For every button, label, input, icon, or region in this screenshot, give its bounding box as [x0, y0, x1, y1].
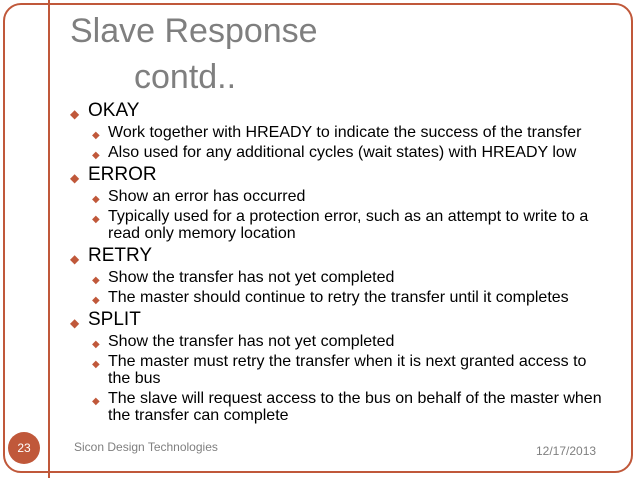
bullet-icon: ◆ [92, 339, 100, 350]
bullet-retry [70, 245, 610, 266]
bullet-icon: ◆ [70, 252, 80, 266]
sub-bullet-text: Show the transfer has not yet completed [108, 269, 395, 286]
slide-title [70, 8, 318, 100]
title-line-1: Slave Response [70, 12, 318, 50]
bullet-label: OKAY [88, 100, 140, 121]
bullet-label: SPLIT [88, 309, 141, 330]
footer-date: 12/17/2013 [536, 444, 597, 458]
sub-bullet-text: The master should continue to retry the transfer until it completes [108, 289, 569, 306]
sub-bullet-text: Also used for any additional cycles (wait states) with HREADY low [108, 144, 577, 161]
bullet-label: RETRY [88, 245, 153, 266]
sub-bullet [92, 144, 610, 161]
left-rule [48, 0, 50, 478]
bullet-icon: ◆ [70, 316, 80, 330]
bullet-okay [70, 100, 610, 121]
title-line-2: contd.. [134, 58, 237, 96]
sub-bullet-text: The slave will request access to the bus on behalf of the master when the transfer can complete [108, 390, 602, 424]
sub-bullet [92, 124, 610, 141]
footer-organization: Sicon Design Technologies [74, 440, 218, 454]
bullet-icon: ◆ [92, 359, 100, 370]
bullet-icon: ◆ [92, 194, 100, 205]
slide-body [70, 100, 610, 427]
bullet-icon: ◆ [92, 130, 100, 141]
bullet-icon: ◆ [70, 171, 80, 185]
sub-bullet [92, 333, 610, 350]
bullet-icon: ◆ [92, 295, 100, 306]
sub-bullet-text: Work together with HREADY to indicate the success of the transfer [108, 124, 582, 141]
bullet-icon: ◆ [92, 275, 100, 286]
sub-bullet [92, 188, 610, 205]
bullet-icon: ◆ [70, 107, 80, 121]
sub-bullet-text: Typically used for a protection error, such as an attempt to write to a read only memory location [108, 208, 589, 242]
sub-bullet-text: Show the transfer has not yet completed [108, 333, 395, 350]
sub-bullet [92, 269, 610, 286]
bullet-icon: ◆ [92, 150, 100, 161]
bullet-error [70, 164, 610, 185]
sub-bullet [92, 390, 610, 424]
sub-bullet-text: Show an error has occurred [108, 188, 306, 205]
bullet-icon: ◆ [92, 214, 100, 225]
sub-bullet [92, 289, 610, 306]
sub-bullet [92, 353, 610, 387]
sub-bullet-text: The master must retry the transfer when it is next granted access to the bus [108, 353, 587, 387]
bullet-label: ERROR [88, 164, 157, 185]
bullet-icon: ◆ [92, 396, 100, 407]
page-number-badge: 23 [8, 432, 40, 464]
bullet-split [70, 309, 610, 330]
sub-bullet [92, 208, 610, 242]
